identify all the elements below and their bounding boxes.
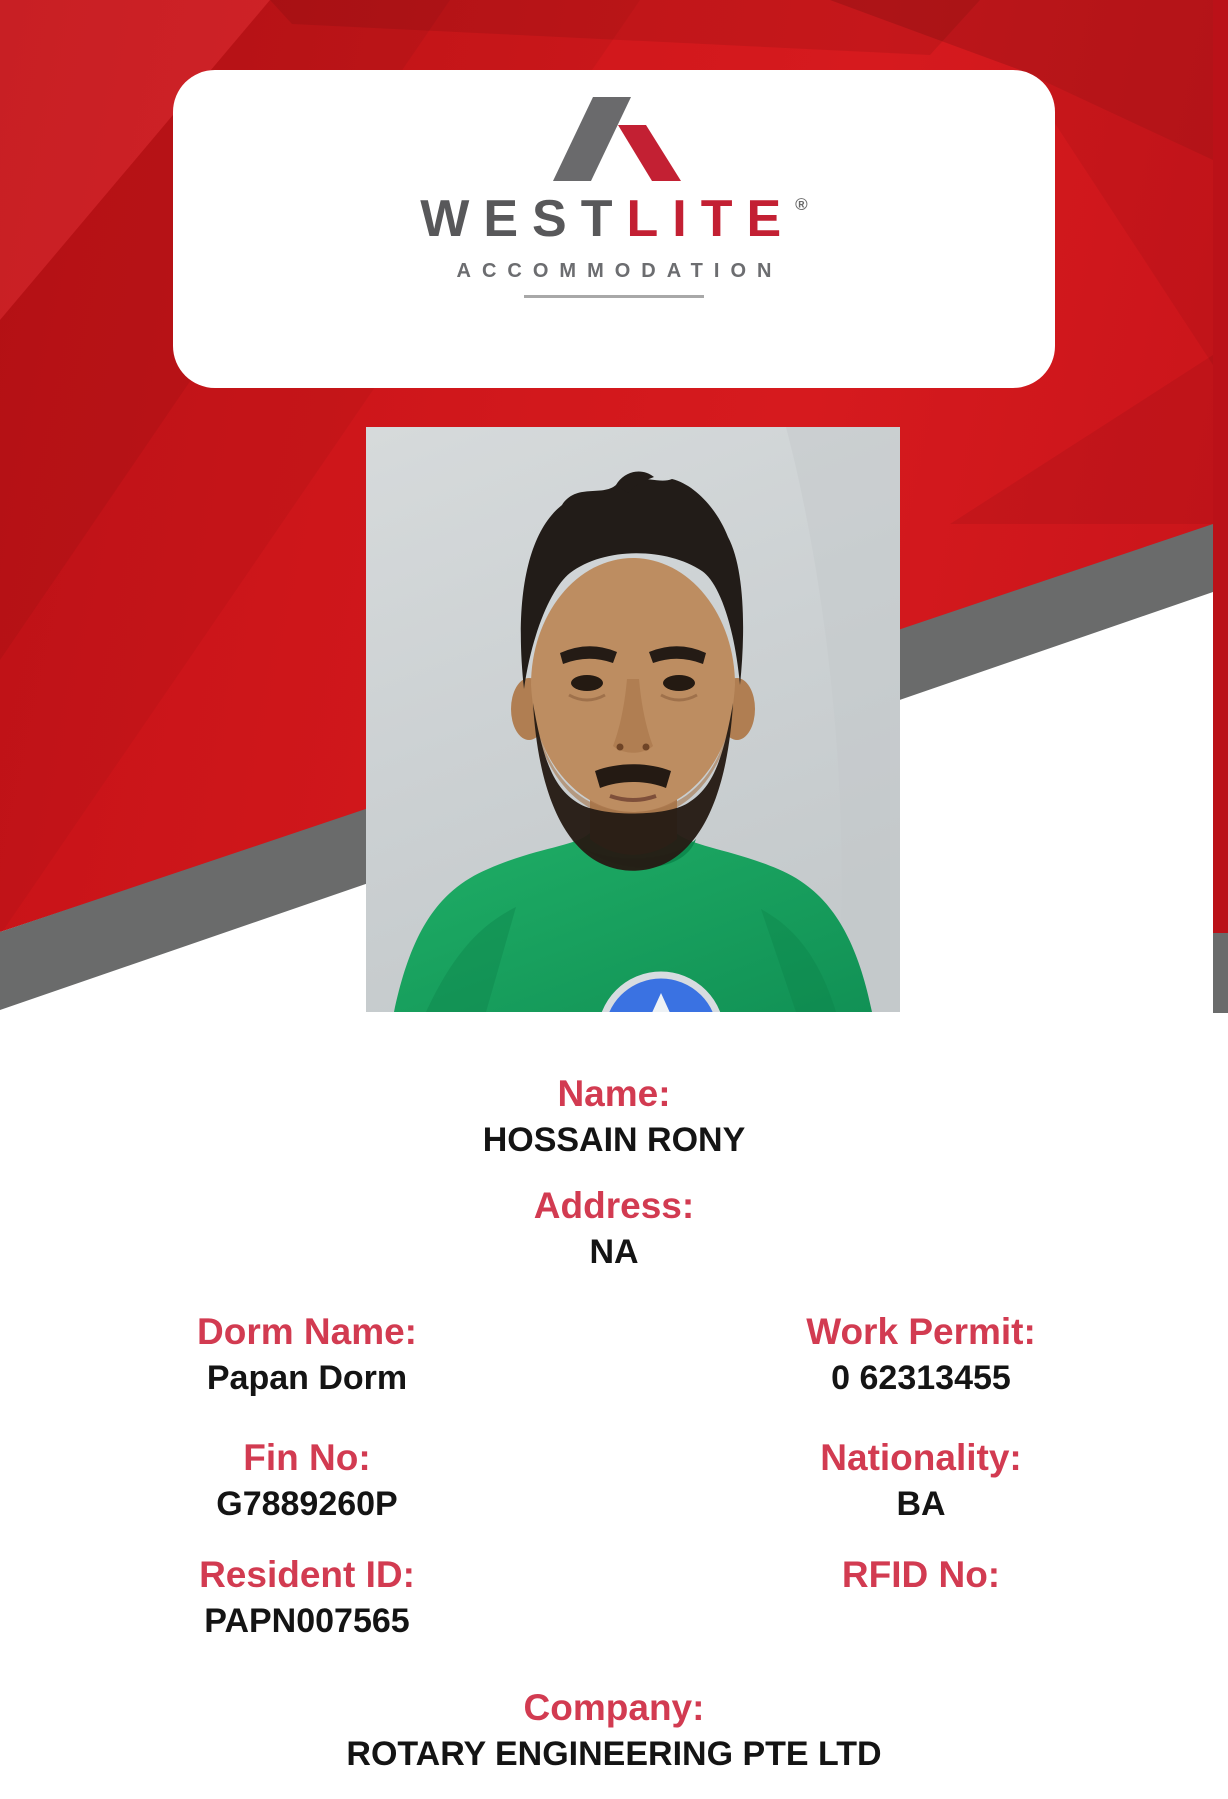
brand-card	[173, 70, 1055, 388]
name-field	[0, 1070, 1228, 1163]
rfid-no-field	[614, 1551, 1228, 1600]
name-label: Name:	[557, 1073, 671, 1114]
rfid-no-label: RFID No:	[841, 1554, 1001, 1595]
fin-no-field	[0, 1434, 614, 1527]
nationality-label: Nationality:	[820, 1437, 1022, 1478]
westlite-roof-icon	[519, 97, 709, 181]
right-edge-red-strip	[1213, 0, 1228, 933]
company-field	[0, 1684, 1228, 1777]
resident-id-label: Resident ID:	[199, 1554, 415, 1595]
brand-west: WEST	[420, 190, 627, 248]
address-value: NA	[589, 1233, 639, 1272]
brand-tagline: ACCOMMODATION	[456, 260, 783, 282]
tagline-underline	[524, 295, 704, 298]
registered-mark-icon: ®	[795, 195, 808, 214]
company-label: Company:	[523, 1687, 705, 1728]
address-field	[0, 1182, 1228, 1275]
address-label: Address:	[533, 1185, 695, 1226]
right-edge-gray-strip	[1213, 933, 1228, 1013]
name-value: HOSSAIN RONY	[482, 1121, 746, 1160]
dorm-name-field	[0, 1308, 614, 1401]
company-value: ROTARY ENGINEERING PTE LTD	[346, 1735, 882, 1774]
fin-no-label: Fin No:	[243, 1437, 371, 1478]
nationality-value: BA	[896, 1485, 946, 1524]
dorm-name-value: Papan Dorm	[206, 1359, 408, 1398]
dorm-name-label: Dorm Name:	[197, 1311, 417, 1352]
work-permit-label: Work Permit:	[806, 1311, 1036, 1352]
fin-no-value: G7889260P	[216, 1485, 398, 1524]
resident-id-value: PAPN007565	[204, 1602, 410, 1641]
brand-lite: LITE	[626, 190, 796, 248]
resident-id-field	[0, 1551, 614, 1644]
brand-wordmark	[173, 190, 1055, 248]
nationality-field	[614, 1434, 1228, 1527]
work-permit-field	[614, 1308, 1228, 1401]
work-permit-value: 0 62313455	[831, 1359, 1011, 1398]
resident-photo	[366, 427, 900, 1012]
